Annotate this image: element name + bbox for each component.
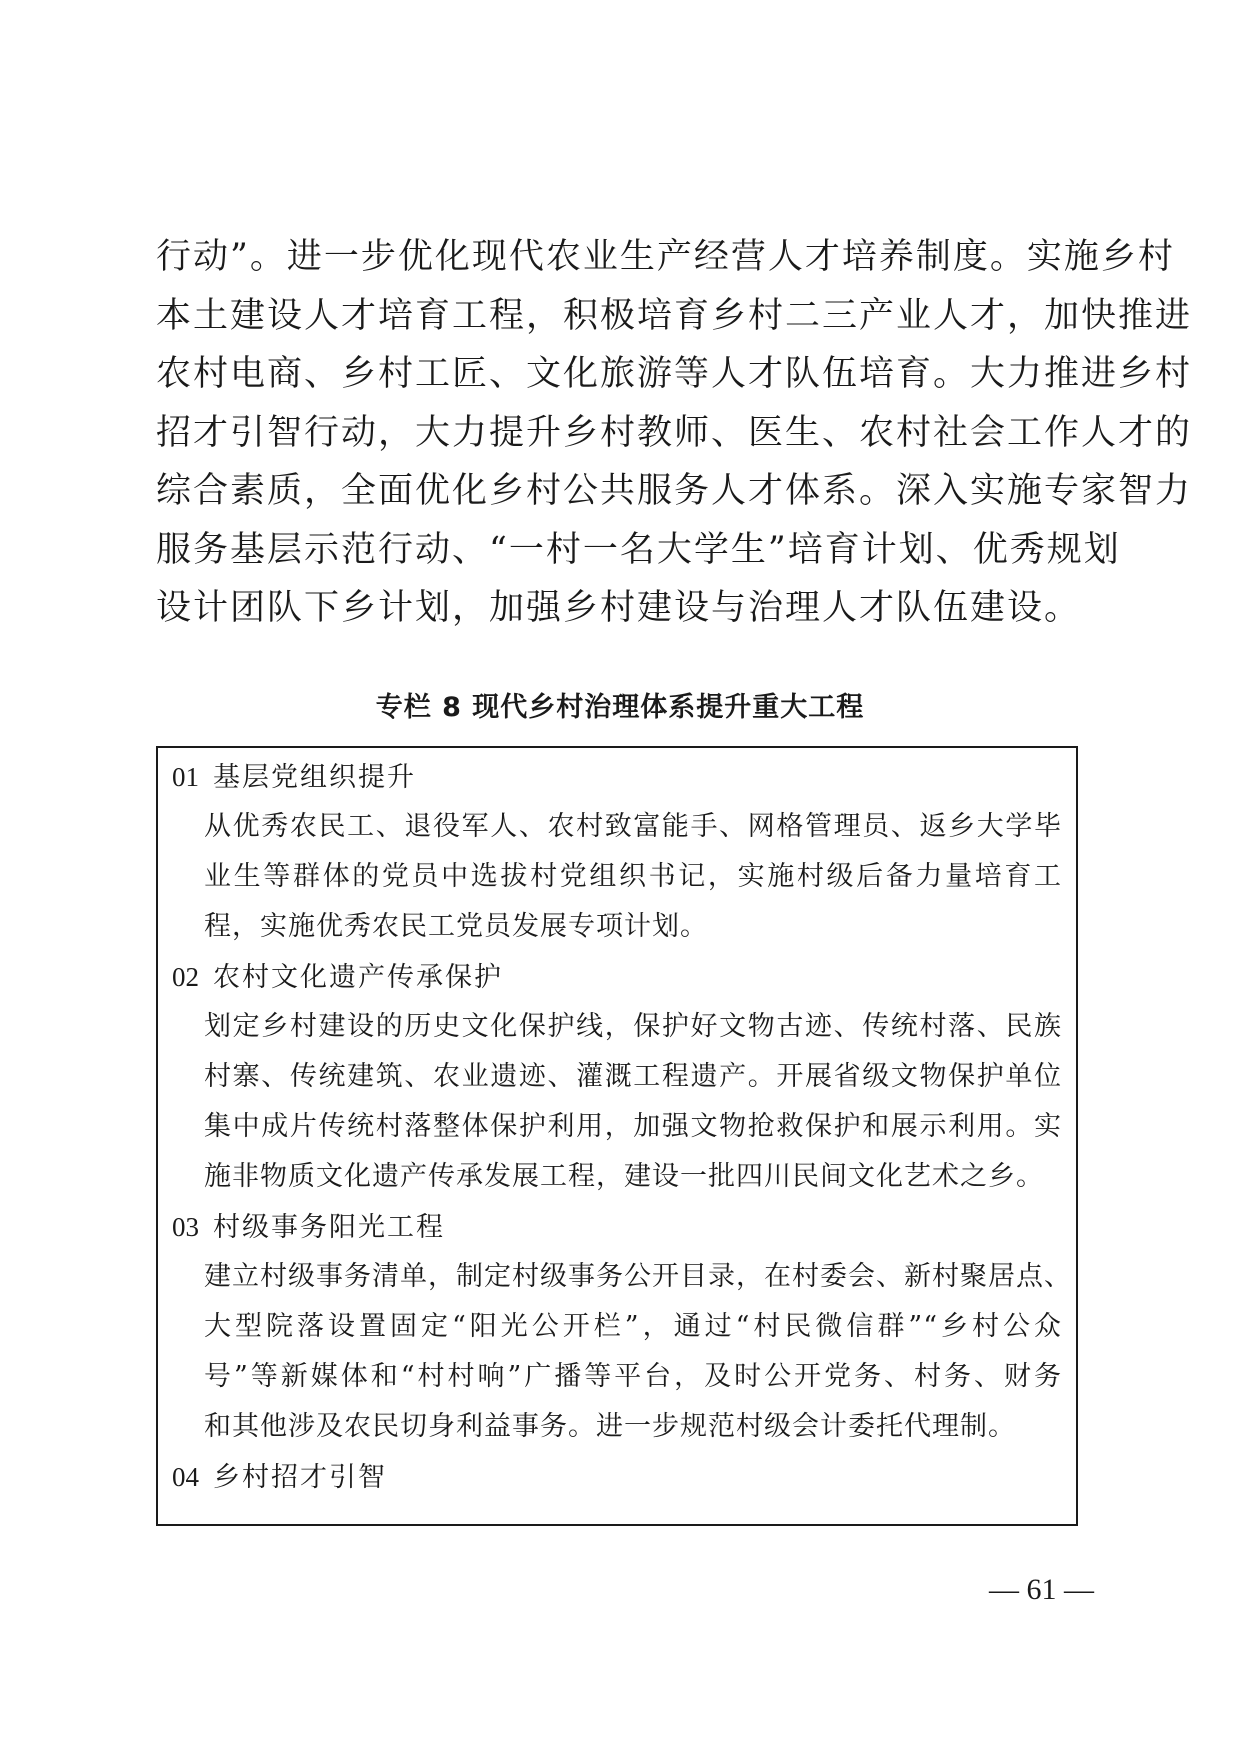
item-line: 村寨、传统建筑、农业遗迹、灌溉工程遗产。开展省级文物保护单位 — [204, 1061, 1062, 1092]
item-line: 号”等新媒体和“村村响”广播等平台，及时公开党务、村务、财务 — [204, 1361, 1062, 1392]
page-number: — 61 — — [989, 1573, 1094, 1606]
body-line: 农村电商、乡村工匠、文化旅游等人才队伍培育。大力推进乡村 — [156, 354, 1193, 394]
body-line: 本土建设人才培育工程，积极培育乡村二三产业人才，加快推进 — [156, 295, 1193, 336]
item-line: 集中成片传统村落整体保护利用，加强文物抢救保护和展示利用。实 — [204, 1111, 1062, 1142]
item-line: 大型院落设置固定“阳光公开栏”，通过“村民微信群”“乡村公众 — [204, 1311, 1062, 1342]
item-line: 和其他涉及农民切身利益事务。进一步规范村级会计委托代理制。 — [204, 1411, 1016, 1442]
item-line: 从优秀农民工、退役军人、农村致富能手、网格管理员、返乡大学毕 — [204, 811, 1062, 842]
item-number: 03 — [172, 1212, 199, 1242]
item-heading — [172, 1202, 445, 1252]
item-line: 业生等群体的党员中选拔村党组织书记，实施村级后备力量培育工 — [204, 861, 1062, 892]
item-line: 划定乡村建设的历史文化保护线，保护好文物古迹、传统村落、民族 — [204, 1011, 1062, 1042]
body-line: 服务基层示范行动、“一村一名大学生”培育计划、优秀规划 — [156, 529, 1121, 570]
item-heading — [172, 752, 416, 802]
item-heading — [172, 952, 503, 1002]
item-label: 乡村招才引智 — [213, 1462, 387, 1493]
item-line: 建立村级事务清单，制定村级事务公开目录，在村委会、新村聚居点、 — [204, 1261, 1072, 1292]
column-box-title: 专栏 8 现代乡村治理体系提升重大工程 — [375, 692, 865, 723]
body-paragraph — [156, 228, 1193, 638]
item-line: 程，实施优秀农民工党员发展专项计划。 — [204, 911, 708, 942]
item-label: 基层党组织提升 — [213, 762, 416, 793]
item-body — [204, 1252, 1072, 1452]
item-label: 农村文化遗产传承保护 — [213, 962, 503, 993]
item-number: 02 — [172, 962, 199, 992]
item-body — [204, 802, 1062, 952]
body-line: 行动”。进一步优化现代农业生产经营人才培养制度。实施乡村 — [156, 237, 1175, 277]
item-number: 04 — [172, 1462, 199, 1492]
body-line: 设计团队下乡计划，加强乡村建设与治理人才队伍建设。 — [156, 588, 1082, 628]
column-box — [156, 746, 1078, 1526]
item-body — [204, 1002, 1062, 1202]
item-heading — [172, 1452, 387, 1502]
item-line: 施非物质文化遗产传承发展工程，建设一批四川民间文化艺术之乡。 — [204, 1161, 1044, 1192]
item-number: 01 — [172, 762, 199, 792]
body-line: 综合素质，全面优化乡村公共服务人才体系。深入实施专家智力 — [156, 471, 1193, 511]
item-label: 村级事务阳光工程 — [213, 1212, 445, 1243]
body-line: 招才引智行动，大力提升乡村教师、医生、农村社会工作人才的 — [156, 412, 1193, 453]
